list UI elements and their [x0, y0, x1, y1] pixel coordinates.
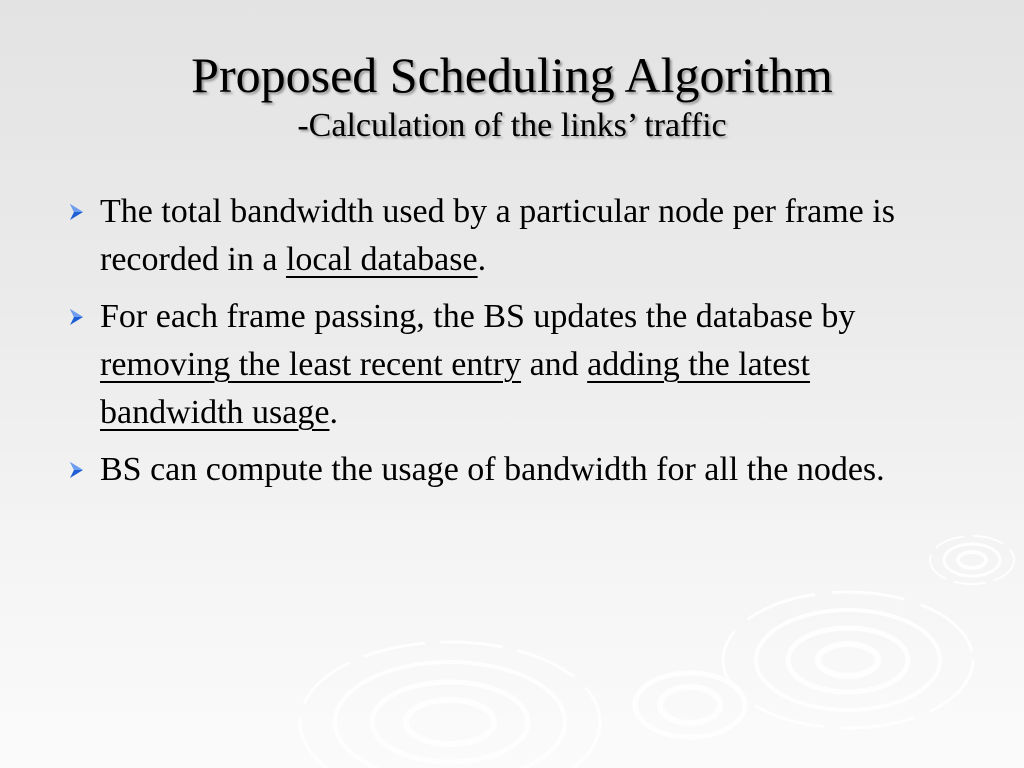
arrowhead-bullet-icon [66, 202, 86, 222]
title-block [0, 44, 1024, 146]
bullet-text-2c: and [521, 346, 588, 383]
bullet-text-2a: For each frame passing, the BS updates the database by [100, 298, 856, 335]
bullet-item [62, 188, 962, 284]
bullet-item [62, 293, 962, 437]
bullet-item [62, 446, 962, 494]
bullet-text-1a: The total bandwidth used by a particular node per frame is recorded in a [100, 193, 895, 278]
underlined-text-local-database: local database [285, 241, 478, 278]
bullet-list [62, 188, 962, 503]
bullet-text-1c: . [477, 241, 487, 278]
bullet-text-2e: . [329, 394, 338, 431]
slide-title: Proposed Scheduling Algorithm [191, 47, 833, 103]
underlined-text-removing-entry: removing the least recent entry [100, 346, 522, 383]
underlined-text-adding-usage: adding the latest bandwidth usage [100, 346, 810, 431]
arrowhead-bullet-icon [66, 307, 86, 327]
slide-subtitle: -Calculation of the links’ traffic [297, 107, 727, 144]
bullet-text-3a: BS can compute the usage of bandwidth for all the nodes. [100, 451, 885, 488]
arrowhead-bullet-icon [66, 460, 86, 480]
